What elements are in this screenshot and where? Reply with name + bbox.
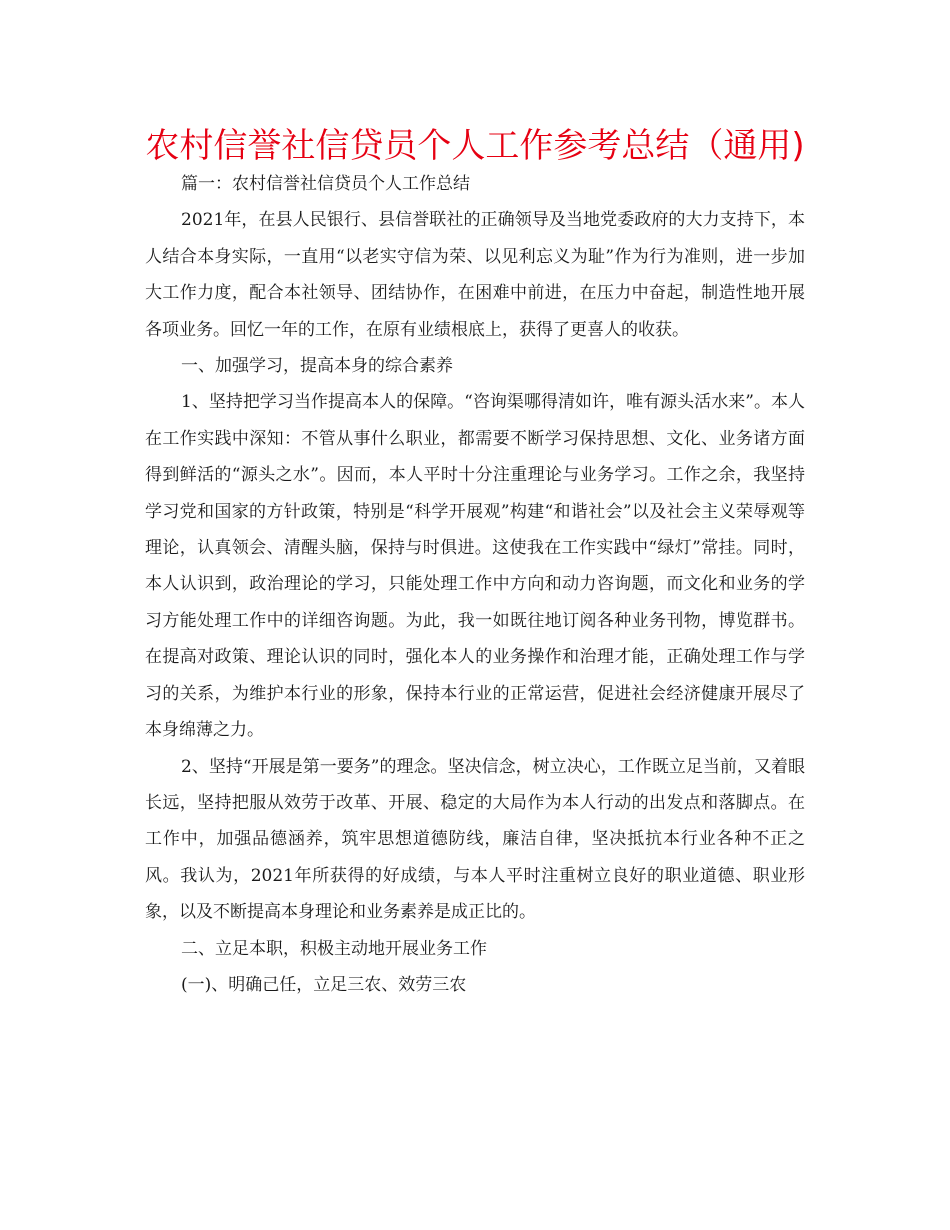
paragraph: 篇一：农村信誉社信贷员个人工作总结	[181, 174, 470, 194]
document-body	[145, 166, 805, 1003]
paragraph: 2021年，在县人民银行、县信誉联社的正确领导及当地党委政府的大力支持下，本人结合本身实际，一直用“以老实守信为荣、以见利忘义为耻”作为行为准则，进一步加大工作力度，配合本社领导、团结协作，在困难中前进，在压力中奋起，制造性地开展各项业务。回忆一年的工作，在原有业绩根底上，获得了更喜人的收获。	[145, 210, 805, 340]
paragraph: (一)、明确己任，立足三农、效劳三农	[181, 974, 467, 995]
paragraph: 2、坚持“开展是第一要务”的理念。坚决信念，树立决心，工作既立足当前，又着眼长远，坚持把服从效劳于改革、开展、稳定的大局作为本人行动的出发点和落脚点。在工作中，加强品德涵养，筑牢思想道德防线，廉洁自律，坚决抵抗本行业各种不正之风。我认为，2021年所获得的好成绩，与本人平时注重树立良好的职业道德、职业形象，以及不断提高本身理论和业务素养是成正比的。	[145, 756, 805, 923]
paragraph: 二、立足本职，积极主动地开展业务工作	[181, 938, 487, 959]
document-title: 农村信誉社信贷员个人工作参考总结（通用)	[145, 126, 805, 166]
paragraph: 一、加强学习，提高本身的综合素养	[181, 356, 453, 377]
paragraph: 1、坚持把学习当作提高本人的保障。“咨询渠哪得清如许，唯有源头活水来”。本人在工作实践中深知：不管从事什么职业，都需要不断学习保持思想、文化、业务诸方面得到鲜活的“源头之水”。因而，本人平时十分注重理论与业务学习。工作之余，我坚持学习党和国家的方针政策，特别是“科学开展观”构建“和谐社会”以及社会主义荣辱观等理论，认真领会、清醒头脑，保持与时俱进。这使我在工作实践中“绿灯”常挂。同时，本人认识到，政治理论的学习，只能处理工作中方向和动力咨询题，而文化和业务的学习方能处理工作中的详细咨询题。为此，我一如既往地订阅各种业务刊物，博览群书。在提高对政策、理论认识的同时，强化本人的业务操作和治理才能，正确处理工作与学习的关系，为维护本行业的形象，保持本行业的正常运营，促进社会经济健康开展尽了本身绵薄之力。	[145, 392, 805, 741]
